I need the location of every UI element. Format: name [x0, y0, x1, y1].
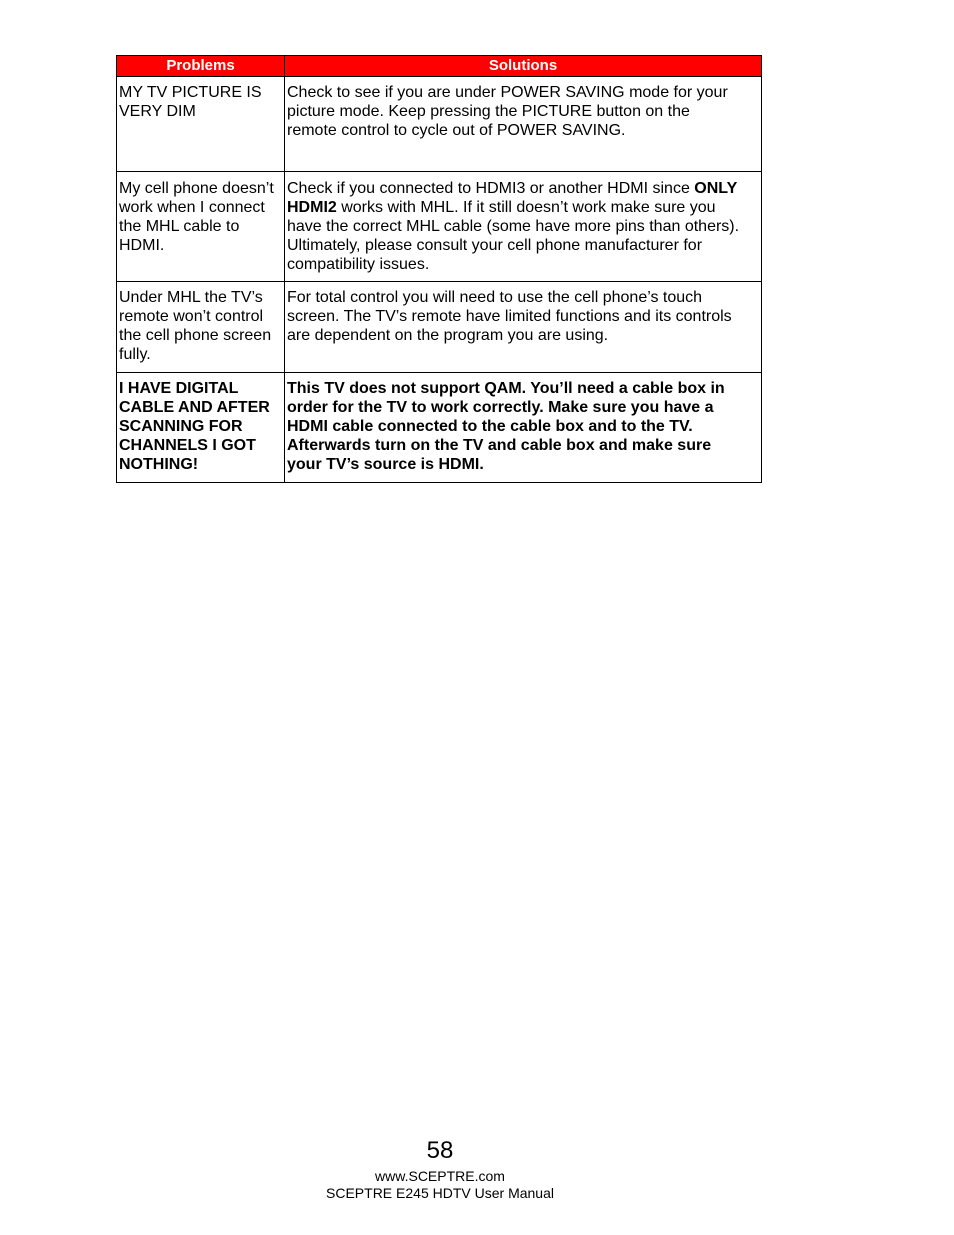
solution-cell	[285, 172, 762, 282]
page-number: 58	[426, 1137, 454, 1164]
solution-text: works with MHL. If it still doesn’t work make sure you have the correct MHL cable (some have more pins than others). Ultimately, please consult your cell phone manufacturer for compatibility issues.	[287, 199, 740, 273]
problem-cell: I HAVE DIGITAL CABLE AND AFTER SCANNING FOR CHANNELS I GOT NOTHING!	[117, 373, 285, 483]
footer-url: www.SCEPTRE.com	[375, 1168, 505, 1184]
problems-header: Problems	[117, 56, 285, 77]
problem-cell: My cell phone doesn’t work when I connect the MHL cable to HDMI.	[117, 172, 285, 282]
solution-bold-text: HDMI2	[287, 199, 337, 216]
problem-cell: Under MHL the TV’s remote won’t control the cell phone screen fully.	[117, 282, 285, 373]
solution-text: Check if you connected to HDMI3 or another HDMI since	[287, 180, 695, 197]
solution-cell: Check to see if you are under POWER SAVING mode for your picture mode. Keep pressing the PICTURE button on the remote control to cycle out of POWER SAVING.	[285, 77, 762, 172]
solutions-header: Solutions	[285, 56, 762, 77]
table-row	[117, 373, 762, 483]
table-header-row	[117, 56, 762, 77]
solution-cell: This TV does not support QAM. You’ll need a cable box in order for the TV to work correctly. Make sure you have a HDMI cable connected to the cable box and to the TV. Afterwards turn on the TV and cable box and make sure your TV’s source is HDMI.	[285, 373, 762, 483]
solution-bold-text: ONLY	[694, 180, 738, 197]
problem-cell: MY TV PICTURE IS VERY DIM	[117, 77, 285, 172]
footer-manual-title: SCEPTRE E245 HDTV User Manual	[326, 1185, 554, 1201]
solution-cell: For total control you will need to use the cell phone’s touch screen. The TV’s remote have limited functions and its controls are dependent on the program you are using.	[285, 282, 762, 373]
table-row	[117, 282, 762, 373]
table-row	[117, 77, 762, 172]
table-row	[117, 172, 762, 282]
troubleshooting-table	[116, 55, 762, 483]
